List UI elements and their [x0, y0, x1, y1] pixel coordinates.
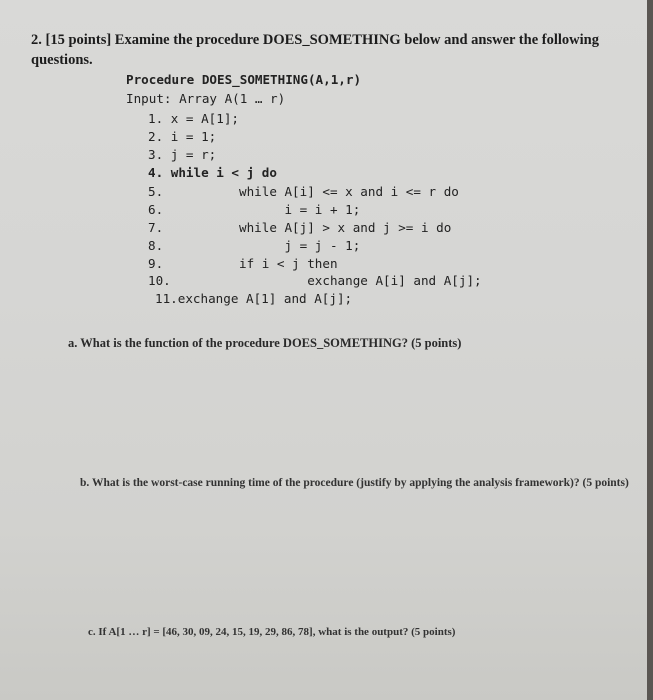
code-line-5: 5. while A[i] <= x and i <= r do	[148, 184, 459, 199]
code-line-10: 10. exchange A[i] and A[j];	[148, 273, 482, 288]
code-line-9: 9. if i < j then	[148, 256, 338, 271]
procedure-header: Procedure DOES_SOMETHING(A,1,r)	[126, 72, 362, 87]
code-line-8: 8. j = j - 1;	[148, 238, 361, 253]
code-line-3: 3. j = r;	[148, 147, 217, 162]
question-title: 2. [15 points] Examine the procedure DOES_SOMETHING below and answer the following questions.	[31, 32, 599, 68]
code-line-7: 7. while A[j] > x and j >= i do	[148, 220, 452, 235]
code-line-4: 4. while i < j do	[148, 165, 277, 180]
code-line-2: 2. i = 1;	[148, 129, 217, 144]
code-line-6: 6. i = i + 1;	[148, 202, 361, 217]
code-line-11: 11.exchange A[1] and A[j];	[155, 291, 353, 306]
question-part-b: b. What is the worst-case running time of the procedure (justify by applying the analysis framework)? (5 points)	[80, 477, 629, 489]
procedure-input: Input: Array A(1 … r)	[126, 91, 286, 106]
question-part-c: c. If A[1 … r] = [46, 30, 09, 24, 15, 19, 29, 86, 78], what is the output? (5 points)	[88, 626, 456, 638]
code-line-1: 1. x = A[1];	[148, 111, 239, 126]
question-part-a: a. What is the function of the procedure DOES_SOMETHING? (5 points)	[68, 336, 462, 350]
